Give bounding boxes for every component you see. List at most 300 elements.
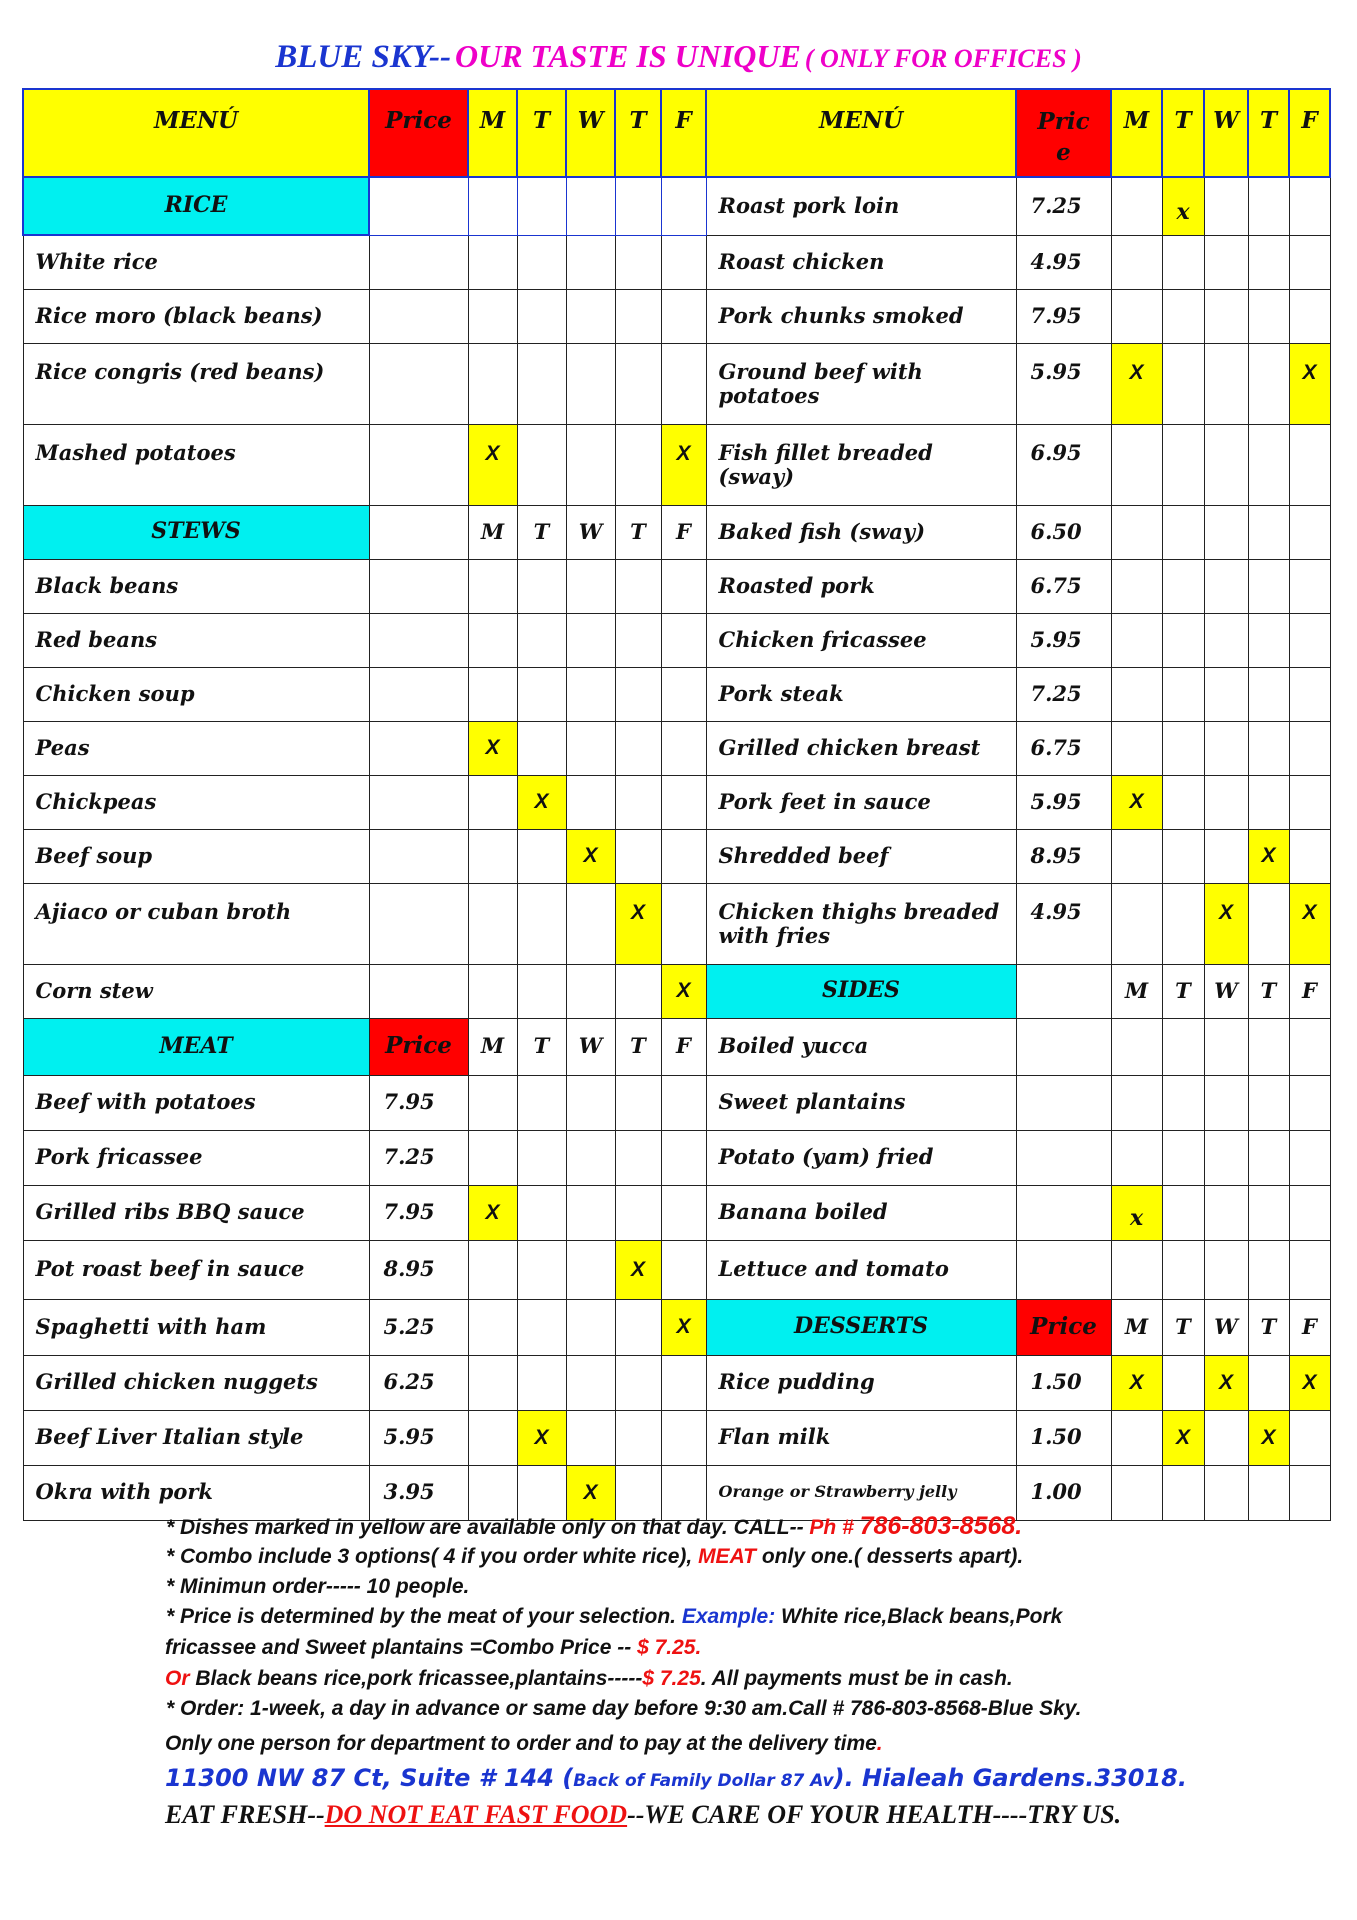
item-price: 8.95	[369, 1240, 468, 1299]
section-rice: RICE	[23, 177, 369, 235]
day-cell	[1289, 667, 1330, 721]
day-cell	[1162, 235, 1204, 289]
day-cell	[517, 1355, 566, 1410]
day-label: M	[468, 505, 517, 559]
day-label: T	[1248, 964, 1289, 1018]
day-cell	[1248, 1240, 1289, 1299]
day-cell	[566, 1240, 615, 1299]
day-cell	[1248, 343, 1289, 424]
day-cell	[1162, 343, 1204, 424]
section-stews: STEWS	[23, 505, 369, 559]
menu-row	[23, 559, 1330, 613]
price-header-line: e	[1056, 139, 1071, 167]
available-mark: X	[1129, 360, 1144, 384]
menu-row	[23, 613, 1330, 667]
day-cell	[1162, 424, 1204, 505]
day-cell	[1289, 1240, 1330, 1299]
day-cell	[661, 559, 706, 613]
menu-row	[23, 235, 1330, 289]
item-name: Orange or Strawberry jelly	[706, 1465, 1016, 1520]
item-name: Chicken soup	[23, 667, 369, 721]
day-cell	[1204, 559, 1248, 613]
day-cell	[1289, 1075, 1330, 1130]
empty-price-cell	[369, 235, 468, 289]
day-cell	[1162, 667, 1204, 721]
price-header-meat: Price	[369, 1018, 468, 1075]
note-line-7: * Order: 1-week, a day in advance or same day before 9:30 am.Call # 786-803-8568-Blue Sky.	[166, 1697, 1082, 1720]
item-name: Sweet plantains	[706, 1075, 1016, 1130]
day-cell	[1289, 829, 1330, 883]
day-cell	[566, 235, 615, 289]
item-price: 5.25	[369, 1299, 468, 1355]
day-cell	[468, 1130, 517, 1185]
day-cell	[517, 1130, 566, 1185]
item-price: 5.95	[369, 1410, 468, 1465]
item-name: Pork feet in sauce	[706, 775, 1016, 829]
item-name: Roasted pork	[706, 559, 1016, 613]
menu-row	[23, 667, 1330, 721]
item-name	[706, 343, 1016, 424]
day-cell	[1111, 235, 1162, 289]
item-name: Black beans	[23, 559, 369, 613]
price-header-right	[1016, 89, 1111, 177]
day-cell	[1204, 1240, 1248, 1299]
day-cell	[615, 1355, 661, 1410]
item-price: 5.95	[1016, 613, 1111, 667]
empty-price-cell	[369, 613, 468, 667]
note-line-3: * Minimun order----- 10 people.	[166, 1575, 470, 1598]
item-name: Boiled yucca	[706, 1018, 1016, 1075]
day-cell	[615, 721, 661, 775]
day-mark-cell	[1204, 1355, 1248, 1410]
empty-price-cell	[369, 505, 468, 559]
day-cell	[661, 1130, 706, 1185]
day-header: F	[661, 89, 706, 177]
available-mark: x	[1176, 198, 1190, 225]
available-mark: X	[1302, 360, 1317, 384]
day-mark-cell	[661, 1299, 706, 1355]
day-mark-cell	[517, 775, 566, 829]
day-cell	[615, 1075, 661, 1130]
day-cell	[1248, 235, 1289, 289]
day-cell	[566, 343, 615, 424]
item-name-line: Fish fillet breaded	[718, 439, 933, 465]
day-cell	[468, 883, 517, 964]
day-cell	[661, 343, 706, 424]
day-mark-cell	[661, 964, 706, 1018]
item-price: 7.95	[369, 1185, 468, 1240]
available-mark: X	[1302, 1370, 1317, 1394]
day-cell	[566, 775, 615, 829]
item-name-line: with fries	[718, 922, 831, 948]
day-cell	[661, 775, 706, 829]
menu-row	[23, 964, 1330, 1018]
item-price: 7.95	[369, 1075, 468, 1130]
day-cell	[1111, 721, 1162, 775]
page-title	[0, 38, 1357, 76]
item-name: Okra with pork	[23, 1465, 369, 1520]
day-cell	[615, 177, 661, 235]
item-name-line: (sway)	[718, 463, 795, 489]
day-mark-cell	[468, 424, 517, 505]
footer-slogan: EAT FRESH--DO NOT EAT FAST FOOD--WE CARE OF YOUR HEALTH----TRY US.	[165, 1800, 1122, 1829]
day-mark-cell	[468, 1185, 517, 1240]
menu-row	[23, 1240, 1330, 1299]
day-cell	[566, 1410, 615, 1465]
empty-price-cell	[369, 883, 468, 964]
menu-row	[23, 89, 1330, 177]
day-label: M	[1111, 964, 1162, 1018]
note-line-5: fricassee and Sweet plantains =Combo Price -- $ 7.25.	[165, 1636, 702, 1659]
menu-row	[23, 1410, 1330, 1465]
day-cell	[566, 1185, 615, 1240]
day-mark-cell	[1111, 1355, 1162, 1410]
day-header: M	[1111, 89, 1162, 177]
address-line: 11300 NW 87 Ct, Suite # 144 (Back of Family Dollar 87 Av). Hialeah Gardens.33018.	[165, 1764, 1187, 1792]
day-cell	[1111, 1410, 1162, 1465]
item-price: 5.95	[1016, 343, 1111, 424]
day-cell	[1204, 235, 1248, 289]
day-mark-cell	[566, 829, 615, 883]
day-label: M	[1111, 1299, 1162, 1355]
day-cell	[517, 613, 566, 667]
day-cell	[1204, 505, 1248, 559]
item-name: Spaghetti with ham	[23, 1299, 369, 1355]
section-meat: MEAT	[23, 1018, 369, 1075]
menu-row	[23, 829, 1330, 883]
day-cell	[468, 177, 517, 235]
day-cell	[615, 1299, 661, 1355]
item-name: Pork chunks smoked	[706, 289, 1016, 343]
item-price: 7.95	[1016, 289, 1111, 343]
day-cell	[1248, 883, 1289, 964]
available-mark: X	[676, 441, 691, 465]
day-label: T	[1162, 1299, 1204, 1355]
day-cell	[1204, 289, 1248, 343]
day-header: W	[566, 89, 615, 177]
empty-price-cell	[369, 424, 468, 505]
available-mark: X	[583, 844, 598, 868]
day-cell	[1111, 829, 1162, 883]
price-header-left: Price	[369, 89, 468, 177]
available-mark: X	[676, 1315, 691, 1339]
item-price: 8.95	[1016, 829, 1111, 883]
day-mark-cell	[1111, 775, 1162, 829]
note-line-6: Or Black beans rice,pork fricassee,plantains-----$ 7.25. All payments must be in cash.	[165, 1667, 1013, 1690]
day-cell	[661, 1355, 706, 1410]
menu-row	[23, 1075, 1330, 1130]
price-header-desserts: Price	[1016, 1299, 1111, 1355]
day-cell	[1248, 1355, 1289, 1410]
available-mark: X	[534, 1425, 549, 1449]
menu-row	[23, 1355, 1330, 1410]
item-price: 1.00	[1016, 1465, 1111, 1520]
day-cell	[1162, 883, 1204, 964]
empty-price-cell	[1016, 1075, 1111, 1130]
item-name: Grilled ribs BBQ sauce	[23, 1185, 369, 1240]
item-name: Ajiaco or cuban broth	[23, 883, 369, 964]
day-mark-cell	[1111, 1185, 1162, 1240]
day-cell	[517, 235, 566, 289]
day-mark-cell	[1289, 1355, 1330, 1410]
day-mark-cell	[1248, 1410, 1289, 1465]
empty-price-cell	[1016, 1185, 1111, 1240]
empty-price-cell	[1016, 1240, 1111, 1299]
empty-price-cell	[1016, 964, 1111, 1018]
item-price: 6.50	[1016, 505, 1111, 559]
item-name: Pork steak	[706, 667, 1016, 721]
menu-row	[23, 1299, 1330, 1355]
day-cell	[1111, 1130, 1162, 1185]
day-cell	[1162, 1018, 1204, 1075]
day-cell	[1111, 424, 1162, 505]
day-mark-cell	[517, 1410, 566, 1465]
day-cell	[517, 667, 566, 721]
offices-note: ( ONLY FOR OFFICES )	[804, 44, 1082, 73]
item-price: 6.75	[1016, 721, 1111, 775]
day-cell	[615, 289, 661, 343]
brand-slogan: OUR TASTE IS UNIQUE	[454, 38, 801, 74]
day-cell	[1162, 289, 1204, 343]
day-cell	[1289, 775, 1330, 829]
menu-header-left: MENÚ	[23, 89, 369, 177]
day-cell	[1162, 1075, 1204, 1130]
price-header-line: Pric	[1037, 108, 1090, 135]
item-price: 4.95	[1016, 235, 1111, 289]
day-cell	[1248, 424, 1289, 505]
empty-price-cell	[369, 177, 468, 235]
day-cell	[1162, 1240, 1204, 1299]
day-cell	[468, 289, 517, 343]
day-cell	[1248, 667, 1289, 721]
day-cell	[615, 613, 661, 667]
day-cell	[661, 177, 706, 235]
day-cell	[615, 1185, 661, 1240]
day-cell	[661, 289, 706, 343]
item-name: Rice pudding	[706, 1355, 1016, 1410]
menu-row	[23, 1185, 1330, 1240]
day-cell	[1289, 721, 1330, 775]
day-cell	[1111, 1465, 1162, 1520]
day-cell	[661, 883, 706, 964]
menu-row	[23, 289, 1330, 343]
day-cell	[517, 964, 566, 1018]
day-cell	[468, 559, 517, 613]
day-label: W	[566, 1018, 615, 1075]
day-cell	[566, 1130, 615, 1185]
day-cell	[1248, 559, 1289, 613]
item-name: Corn stew	[23, 964, 369, 1018]
day-cell	[517, 829, 566, 883]
day-label: W	[1204, 1299, 1248, 1355]
day-cell	[1204, 775, 1248, 829]
available-mark: X	[676, 979, 691, 1003]
day-cell	[615, 829, 661, 883]
day-cell	[566, 667, 615, 721]
day-header: T	[1162, 89, 1204, 177]
item-name: Shredded beef	[706, 829, 1016, 883]
day-cell	[1289, 1018, 1330, 1075]
day-cell	[1162, 1465, 1204, 1520]
day-cell	[1289, 424, 1330, 505]
day-cell	[615, 775, 661, 829]
day-cell	[1204, 1018, 1248, 1075]
day-cell	[1289, 289, 1330, 343]
item-name: Rice moro (black beans)	[23, 289, 369, 343]
item-name: Banana boiled	[706, 1185, 1016, 1240]
item-price: 5.95	[1016, 775, 1111, 829]
day-cell	[1248, 721, 1289, 775]
day-cell	[1289, 235, 1330, 289]
day-cell	[1204, 1410, 1248, 1465]
day-cell	[468, 1355, 517, 1410]
empty-price-cell	[369, 964, 468, 1018]
day-cell	[615, 559, 661, 613]
available-mark: X	[583, 1480, 598, 1504]
empty-price-cell	[369, 721, 468, 775]
note-line-1: * Dishes marked in yellow are available only on that day. CALL-- Ph # 786-803-8568.	[166, 1512, 1023, 1540]
day-cell	[1289, 177, 1330, 235]
day-cell	[1162, 559, 1204, 613]
day-label: T	[517, 505, 566, 559]
day-cell	[615, 1130, 661, 1185]
day-cell	[517, 1075, 566, 1130]
day-label: T	[615, 505, 661, 559]
day-cell	[566, 1299, 615, 1355]
item-name: White rice	[23, 235, 369, 289]
day-cell	[1162, 775, 1204, 829]
day-label: W	[566, 505, 615, 559]
empty-price-cell	[369, 289, 468, 343]
day-cell	[1162, 1185, 1204, 1240]
day-cell	[1204, 177, 1248, 235]
day-cell	[517, 1299, 566, 1355]
empty-price-cell	[369, 775, 468, 829]
day-label: F	[661, 505, 706, 559]
day-cell	[661, 1410, 706, 1465]
available-mark: X	[485, 1200, 500, 1224]
day-cell	[1204, 424, 1248, 505]
day-cell	[517, 1240, 566, 1299]
day-cell	[615, 964, 661, 1018]
menu-row	[23, 721, 1330, 775]
item-price: 6.75	[1016, 559, 1111, 613]
day-cell	[468, 1240, 517, 1299]
day-cell	[615, 1410, 661, 1465]
day-cell	[661, 1075, 706, 1130]
item-name: Grilled chicken breast	[706, 721, 1016, 775]
day-cell	[1204, 1075, 1248, 1130]
day-mark-cell	[1111, 343, 1162, 424]
day-cell	[1111, 505, 1162, 559]
day-cell	[566, 289, 615, 343]
day-cell	[1162, 505, 1204, 559]
menu-row	[23, 177, 1330, 235]
day-cell	[1111, 1018, 1162, 1075]
day-cell	[1111, 613, 1162, 667]
day-cell	[1248, 1185, 1289, 1240]
note-line-2: * Combo include 3 options( 4 if you order white rice), MEAT only one.( desserts apart).	[166, 1545, 1024, 1568]
day-cell	[1111, 177, 1162, 235]
day-cell	[661, 235, 706, 289]
item-name: Beef soup	[23, 829, 369, 883]
day-cell	[468, 964, 517, 1018]
day-cell	[566, 177, 615, 235]
day-cell	[661, 667, 706, 721]
day-cell	[1111, 1075, 1162, 1130]
day-cell	[1111, 667, 1162, 721]
day-cell	[1162, 613, 1204, 667]
day-cell	[468, 1410, 517, 1465]
day-cell	[517, 559, 566, 613]
day-cell	[1204, 1465, 1248, 1520]
day-label: T	[1248, 1299, 1289, 1355]
menu-row	[23, 1130, 1330, 1185]
day-cell	[517, 177, 566, 235]
item-name: Flan milk	[706, 1410, 1016, 1465]
item-name: Peas	[23, 721, 369, 775]
day-header: T	[517, 89, 566, 177]
day-mark-cell	[1289, 883, 1330, 964]
available-mark: X	[1129, 790, 1144, 814]
item-price: 4.95	[1016, 883, 1111, 964]
item-name: Roast chicken	[706, 235, 1016, 289]
brand-name: BLUE SKY--	[275, 39, 451, 75]
day-cell	[1162, 1355, 1204, 1410]
day-cell	[661, 613, 706, 667]
day-cell	[615, 424, 661, 505]
day-label: F	[661, 1018, 706, 1075]
day-header: F	[1289, 89, 1330, 177]
day-cell	[566, 559, 615, 613]
day-cell	[1248, 505, 1289, 559]
day-cell	[517, 721, 566, 775]
item-name: Roast pork loin	[706, 177, 1016, 235]
day-label: T	[1162, 964, 1204, 1018]
item-name: Baked fish (sway)	[706, 505, 1016, 559]
day-cell	[1248, 1075, 1289, 1130]
menu-row	[23, 424, 1330, 505]
menu-header-right: MENÚ	[706, 89, 1016, 177]
day-mark-cell	[1162, 177, 1204, 235]
day-label: F	[1289, 964, 1330, 1018]
empty-price-cell	[369, 667, 468, 721]
day-cell	[566, 1075, 615, 1130]
item-name: Rice congris (red beans)	[23, 343, 369, 424]
day-cell	[1289, 1465, 1330, 1520]
item-price: 7.25	[1016, 667, 1111, 721]
day-cell	[1204, 829, 1248, 883]
day-cell	[1289, 613, 1330, 667]
day-cell	[1289, 1185, 1330, 1240]
day-label: T	[517, 1018, 566, 1075]
day-cell	[1248, 1465, 1289, 1520]
item-price: 7.25	[369, 1130, 468, 1185]
day-cell	[661, 829, 706, 883]
item-price: 3.95	[369, 1465, 468, 1520]
available-mark: X	[1175, 1425, 1190, 1449]
day-cell	[1111, 1240, 1162, 1299]
item-name: Chicken fricassee	[706, 613, 1016, 667]
available-mark: X	[1261, 1425, 1276, 1449]
day-cell	[1204, 343, 1248, 424]
available-mark: x	[1129, 1204, 1144, 1231]
available-mark: X	[630, 900, 645, 924]
day-cell	[1204, 613, 1248, 667]
item-price: 1.50	[1016, 1355, 1111, 1410]
day-cell	[1248, 289, 1289, 343]
section-sides: SIDES	[706, 964, 1016, 1018]
